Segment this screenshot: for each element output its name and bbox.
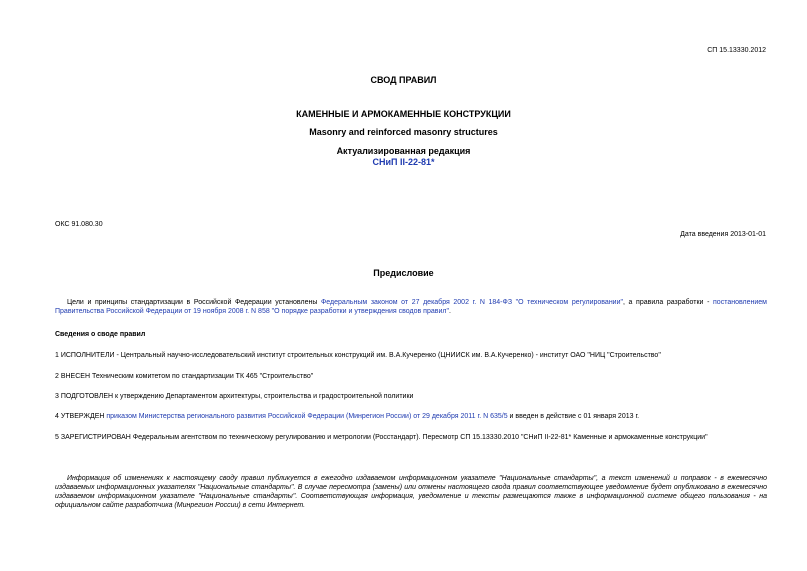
- info-heading: Сведения о своде правил: [55, 331, 146, 338]
- introduction-date: Дата введения 2013-01-01: [680, 231, 766, 238]
- item-text: 4 УТВЕРЖДЕН: [55, 413, 107, 420]
- foreword-heading: Предисловие: [373, 268, 434, 278]
- paragraph-text: Цели и принципы стандартизации в Российской Федерации установлены: [67, 299, 321, 306]
- snip-link[interactable]: СНиП II-22-81*: [372, 157, 435, 167]
- info-item-3: 3 ПОДГОТОВЛЕН к утверждению Департаментом архитектуры, строительства и градостроительной политики: [55, 393, 414, 400]
- item-text: и введен в действие с 01 января 2013 г.: [507, 413, 640, 420]
- document-name-ru: КАМЕННЫЕ И АРМОКАМЕННЫЕ КОНСТРУКЦИИ: [296, 109, 511, 119]
- info-item-1: 1 ИСПОЛНИТЕЛИ - Центральный научно-исследовательский институт строительных конструкций им. В.А.Кучеренко (ЦНИИСК им. В.А.Кучеренко) - институт ОАО "НИЦ "Строительство": [55, 352, 661, 359]
- federal-law-link[interactable]: Федеральным законом от 27 декабря 2002 г. N 184-ФЗ "О техническом регулировании": [320, 299, 623, 306]
- ministry-order-link[interactable]: приказом Министерства регионального развития Российской Федерации (Минрегион России) от 29 декабря 2011 г. N 635/5: [106, 413, 508, 420]
- oks-code: ОКС 91.080.30: [55, 221, 103, 228]
- notice-text: Информация об изменениях к настоящему своду правил публикуется в ежегодно издаваемом информационном указателе "Национальные стандарты", а текст изменений и поправок - в ежемесячно издаваемых информационных указателях "Национальные стандарты". В случае пересмотра (замены) или отмены настоящего свода правил соответствующее уведомление будет опубликовано в ежемесячно издаваемом информационном указателе "Национальные стандарты". Соответствующая информация, уведомление и тексты размещаются также в информационной системе общего пользования - на официальном сайте разработчика (Минрегион России) в сети Интернет.: [55, 475, 767, 509]
- document-name-en: Masonry and reinforced masonry structures: [309, 127, 498, 137]
- document-code: СП 15.13330.2012: [707, 47, 766, 54]
- foreword-paragraph: [55, 298, 767, 316]
- info-item-4: [55, 412, 639, 421]
- edition-label: Актуализированная редакция: [336, 146, 471, 156]
- info-item-2: 2 ВНЕСЕН Техническим комитетом по стандартизации ТК 465 "Строительство": [55, 373, 314, 380]
- government-decree-link[interactable]: постановлением Правительства Российской Федерации от 19 ноября 2008 г. N 858 "О порядке разработки и утверждения сводов правил": [55, 299, 767, 315]
- paragraph-text: , а правила разработки -: [623, 299, 714, 306]
- paragraph-text: .: [448, 308, 451, 315]
- info-item-5: 5 ЗАРЕГИСТРИРОВАН Федеральным агентством по техническому регулированию и метрологии (Росстандарт). Пересмотр СП 15.13330.2010 "СНиП II-22-81* Каменные и армокаменные конструкции": [55, 434, 708, 441]
- changes-notice: [55, 474, 767, 510]
- document-type-title: СВОД ПРАВИЛ: [370, 75, 437, 85]
